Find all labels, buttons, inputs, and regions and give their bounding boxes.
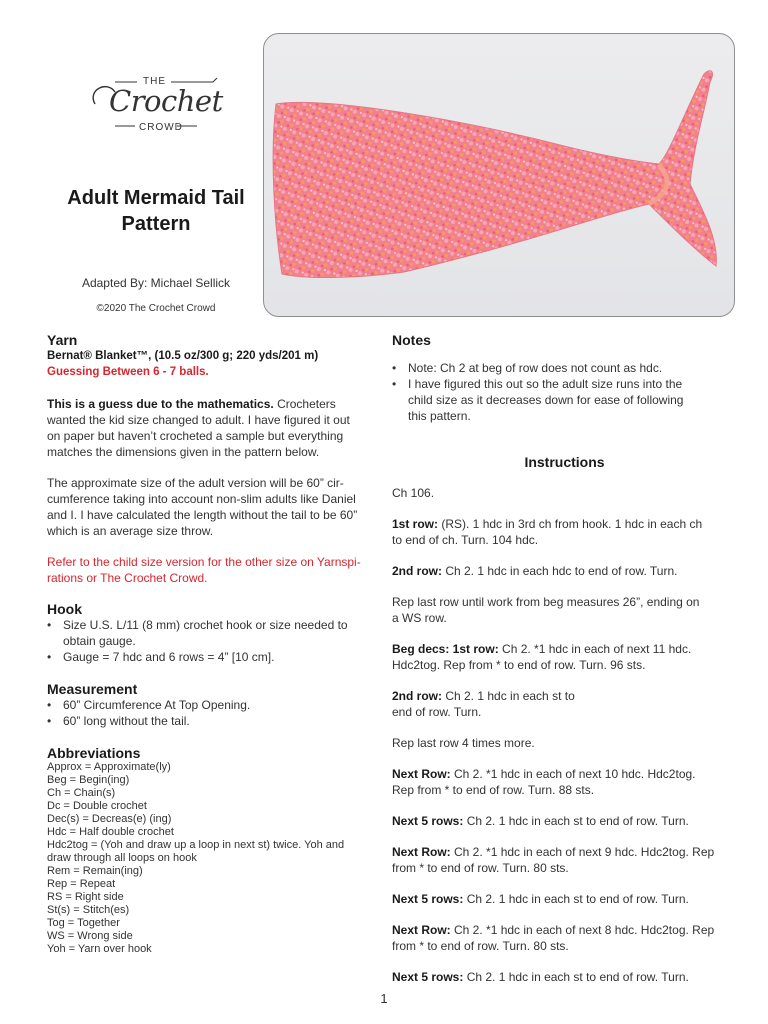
note-item-1: • Note: Ch 2 at beg of row does not count as hdc. [392,360,737,376]
row-text: Rep last row until work from beg measures 26”, ending on [392,595,700,609]
abbr-item: Tog = Together [47,917,120,929]
row-label: Next Row: [392,923,451,937]
row-text: from * to end of row. Turn. 80 sts. [392,939,569,953]
abbr-item: Dc = Double crochet [47,800,147,812]
title-line-2: Pattern [121,213,191,235]
instr-rep-1 [392,594,737,626]
measurement-heading: Measurement [47,681,138,697]
guess-text-1: Crocheters [273,397,336,411]
adapted-by: Adapted By: Michael Sellick [81,276,231,290]
guess-line-4: matches the dimensions given in the pattern below. [47,445,320,459]
instr-next-5-rows-2 [392,891,737,907]
abbr-item: Ch = Chain(s) [47,787,116,799]
row-label: 1st row: [392,517,439,531]
guess-line-2: wanted the kid size changed to adult. I have figured it out [47,413,350,427]
hook-heading: Hook [47,601,82,617]
mermaid-tail-photo [263,33,735,317]
hook-item-1-line-1: • Size U.S. L/11 (8 mm) crochet hook or size needed to [63,618,348,632]
abbr-item: Beg = Begin(ing) [47,774,130,786]
abbr-item: Approx = Approximate(ly) [47,761,171,773]
instr-row-1 [392,516,737,548]
row-label: Next Row: [392,845,451,859]
refer-paragraph [47,554,377,586]
note-2-line-2: child size as it decreases down for ease of following [408,393,684,407]
logo-crowd: CROWD [139,122,183,133]
instr-next-5-rows-1 [392,813,737,829]
page-title [40,185,272,237]
row-text: (RS). 1 hdc in 3rd ch from hook. 1 hdc in each ch [438,517,703,531]
instr-next-row-2 [392,844,737,876]
measurement-item-2: • 60” long without the tail. [47,713,377,729]
row-text: to end of ch. Turn. 104 hdc. [392,533,539,547]
row-text: Ch 2. *1 hdc in each of next 11 hdc. [498,642,692,656]
size-line-3: and I. I have calculated the length without the tail to be 60” [47,508,358,522]
note-2-line-1: • I have figured this out so the adult size runs into the [408,377,683,391]
abbr-item: Rep = Repeat [47,878,116,890]
abbr-item: Yoh = Yarn over hook [47,943,152,955]
row-text: from * to end of row. Turn. 80 sts. [392,861,569,875]
row-text: Ch 2. 1 hdc in each st to end of row. Turn. [463,970,689,984]
abbreviations-heading: Abbreviations [47,745,141,761]
abbreviations-list [47,761,377,956]
title-line-1: Adult Mermaid Tail [67,187,245,209]
copyright: ©2020 The Crochet Crowd [96,303,216,314]
guess-bold: This is a guess due to the mathematics. [47,397,274,411]
instr-next-row-1 [392,766,737,798]
abbr-item: draw through all loops on hook [47,852,197,864]
size-line-2: cumference taking into account non-slim adults like Daniel [47,492,356,506]
row-text: Hdc2tog. Rep from * to end of row. Turn. 96 sts. [392,658,646,672]
instructions-heading: Instructions [524,454,605,470]
logo-crochet: Crochet [109,84,223,118]
mermaid-tail-image [264,34,734,316]
yarn-heading: Yarn [47,332,78,348]
abbr-item: Hdc2tog = (Yoh and draw up a loop in next st) twice. Yoh and [47,839,345,851]
row-text: Ch 2. 1 hdc in each st to end of row. Turn. [463,814,689,828]
size-line-4: which is an average size throw. [47,524,214,538]
row-text: Ch 2. *1 hdc in each of next 10 hdc. Hdc2tog. [450,767,696,781]
row-text: a WS row. [392,611,447,625]
row-text: Ch 2. 1 hdc in each st to [442,689,575,703]
hook-item-1-line-2: obtain gauge. [63,634,136,648]
instr-next-5-rows-3 [392,969,737,985]
abbr-item: WS = Wrong side [47,930,133,942]
measurement-item-1: • 60” Circumference At Top Opening. [47,697,377,713]
abbr-item: Dec(s) = Decreas(e) (ing) [47,813,172,825]
abbr-item: RS = Right side [47,891,124,903]
row-label: Next 5 rows: [392,892,464,906]
row-label: Next Row: [392,767,451,781]
instr-ch: Ch 106. [392,486,435,500]
abbr-item: St(s) = Stitch(es) [47,904,130,916]
yarn-spec: Bernat® Blanket™, (10.5 oz/300 g; 220 yds/201 m) [47,350,319,362]
note-2-line-3: this pattern. [408,409,471,423]
row-text: Ch 2. 1 hdc in each st to end of row. Turn. [463,892,689,906]
crochet-crowd-logo [85,70,225,140]
guess-line-3: on paper but haven’t crocheted a sample but everything [47,429,344,443]
abbr-item: Rem = Remain(ing) [47,865,143,877]
hook-item-1 [47,617,377,649]
instr-row-2 [392,563,737,579]
row-text: Ch 2. 1 hdc in each hdc to end of row. Turn. [442,564,678,578]
instr-beg-decs [392,641,737,673]
row-label: 2nd row: [392,564,442,578]
right-column [392,332,737,985]
abbr-item: Hdc = Half double crochet [47,826,174,838]
row-text: end of row. Turn. [392,705,482,719]
refer-line-1: Refer to the child size version for the other size on Yarnspi- [47,555,361,569]
page-number: 1 [380,991,388,1006]
hook-item-2: • Gauge = 7 hdc and 6 rows = 4” [10 cm]. [47,649,377,665]
yarn-guess: Guessing Between 6 - 7 balls. [47,366,209,378]
instr-next-row-3 [392,922,737,954]
note-item-2 [392,376,737,424]
guess-paragraph [47,396,377,460]
refer-line-2: rations or The Crochet Crowd. [47,571,208,585]
row-text: Ch 2. *1 hdc in each of next 9 hdc. Hdc2tog. Rep [450,845,715,859]
row-label: Next 5 rows: [392,814,464,828]
instr-dec-row-2 [392,688,737,720]
row-label: Next 5 rows: [392,970,464,984]
row-text: Rep from * to end of row. Turn. 88 sts. [392,783,595,797]
row-text: Ch 2. *1 hdc in each of next 8 hdc. Hdc2tog. Rep [450,923,715,937]
notes-heading: Notes [392,332,431,348]
size-line-1: The approximate size of the adult version will be 60” cir- [47,476,344,490]
left-column [47,332,377,956]
logo-the: THE [143,76,166,87]
instr-rep-2: Rep last row 4 times more. [392,736,535,750]
row-label: Beg decs: 1st row: [392,642,499,656]
size-paragraph [47,475,377,539]
row-label: 2nd row: [392,689,442,703]
